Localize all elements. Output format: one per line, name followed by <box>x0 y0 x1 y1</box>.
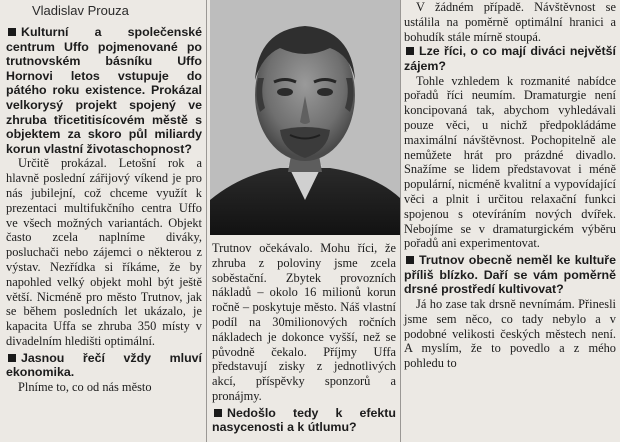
answer-2-start: Plníme to, co od nás město <box>18 379 152 394</box>
column-rule-right <box>400 0 401 442</box>
column-rule-left <box>206 0 207 442</box>
bullet-square-icon <box>406 47 414 55</box>
question-2-text: Jasnou řečí vždy mluví ekonomika. <box>6 350 202 380</box>
question-intro <box>6 25 202 156</box>
question-3 <box>212 406 396 435</box>
question-intro-text: Kulturní a společenské centrum Uffo pojmenované po trutnovském básníku Uffo Hornovi letos vstupuje do pátého roku existence. Prokázal velkorysý projekt spojený ve zhruba třicetitisícovém městě s objektem za skoro půl miliardy korun vlastní životaschopnost? <box>6 25 202 156</box>
answer-3: V žádném případě. Návštěvnost se ustálila na poměrně optimální hranici a bohudík stále mírně stoupá. <box>404 0 616 44</box>
portrait-photo <box>210 0 400 235</box>
article-column-2 <box>212 241 396 435</box>
portrait-image <box>210 0 400 235</box>
question-5 <box>404 253 616 297</box>
answer-4: Tohle vzhledem k rozmanité nabídce pořadů říci neumím. Dramaturgie není koncipovaná tak, abychom vyhledávali pouze věci, u nichž předpokládáme maximální návštěvnost. Pochopitelně ale nemůžete hrát pro prázdné divadlo. Snažíme se lidem představovat i méně populární, nicméně kvalitní a vypovídající věci a plnit i určitou relaxační funkci spojenou s otevíráním nových dvířek. Nebojíme se v dramaturgickém výběru pořadů ani experimentovat. <box>404 73 616 251</box>
bullet-square-icon <box>8 28 16 36</box>
question-3-text: Nedošlo tedy k efektu nasycenosti a k útlumu? <box>212 405 396 435</box>
answer-2-continued: Trutnov očekávalo. Mohu říci, že zhruba z poloviny jsme zcela soběstační. Zbytek provozních nákladů – okolo 16 milionů korun ročně – poskytuje město. Náš vlastní podíl na 30milionových ročních nákladech je dokonce vyšší, než se původně čekalo. Příjmy Uffa představují zisky z jednotlivých akcí, příspěvky sponzorů a pronájmy. <box>212 241 396 403</box>
bullet-square-icon <box>406 256 414 264</box>
bullet-square-icon <box>214 409 222 417</box>
article-column-1 <box>6 0 202 395</box>
answer-1: Určitě prokázal. Letošní rok a hlavně poslední zářijový víkend je pro nás jubilejní, což chceme využít k prezentaci multifukčního centra Uffo ve všech možných variantách. Objekt často zcela naplníme diváky, posluchači nebo zájemci o některou z výstav. Nezřídka si říkáme, že by napohled velký objekt mohl být ještě větší. Nicméně pro město Trutnov, jak se během posledních let ukázalo, je kapacita Uffa se zhruba 350 místy v divadelním hledišti optimální. <box>6 156 202 348</box>
question-2 <box>6 351 202 380</box>
question-5-text: Trutnov obecně neměl ke kultuře příliš blízko. Daří se vám poměrně drsné prostředí kultivovat? <box>404 253 616 297</box>
bullet-square-icon <box>8 354 16 362</box>
answer-5: Já ho zase tak drsně nevnímám. Přinesli jsme sem něco, co tady nebylo a v podobné velikosti českých městech není. A myslím, že to povedlo a z mého pohledu to <box>404 296 616 371</box>
question-4 <box>404 44 616 73</box>
byline: Vladislav Prouza <box>32 3 129 18</box>
question-4-text: Lze říci, o co mají diváci největší zájem? <box>404 44 616 73</box>
article-column-3 <box>404 0 616 371</box>
